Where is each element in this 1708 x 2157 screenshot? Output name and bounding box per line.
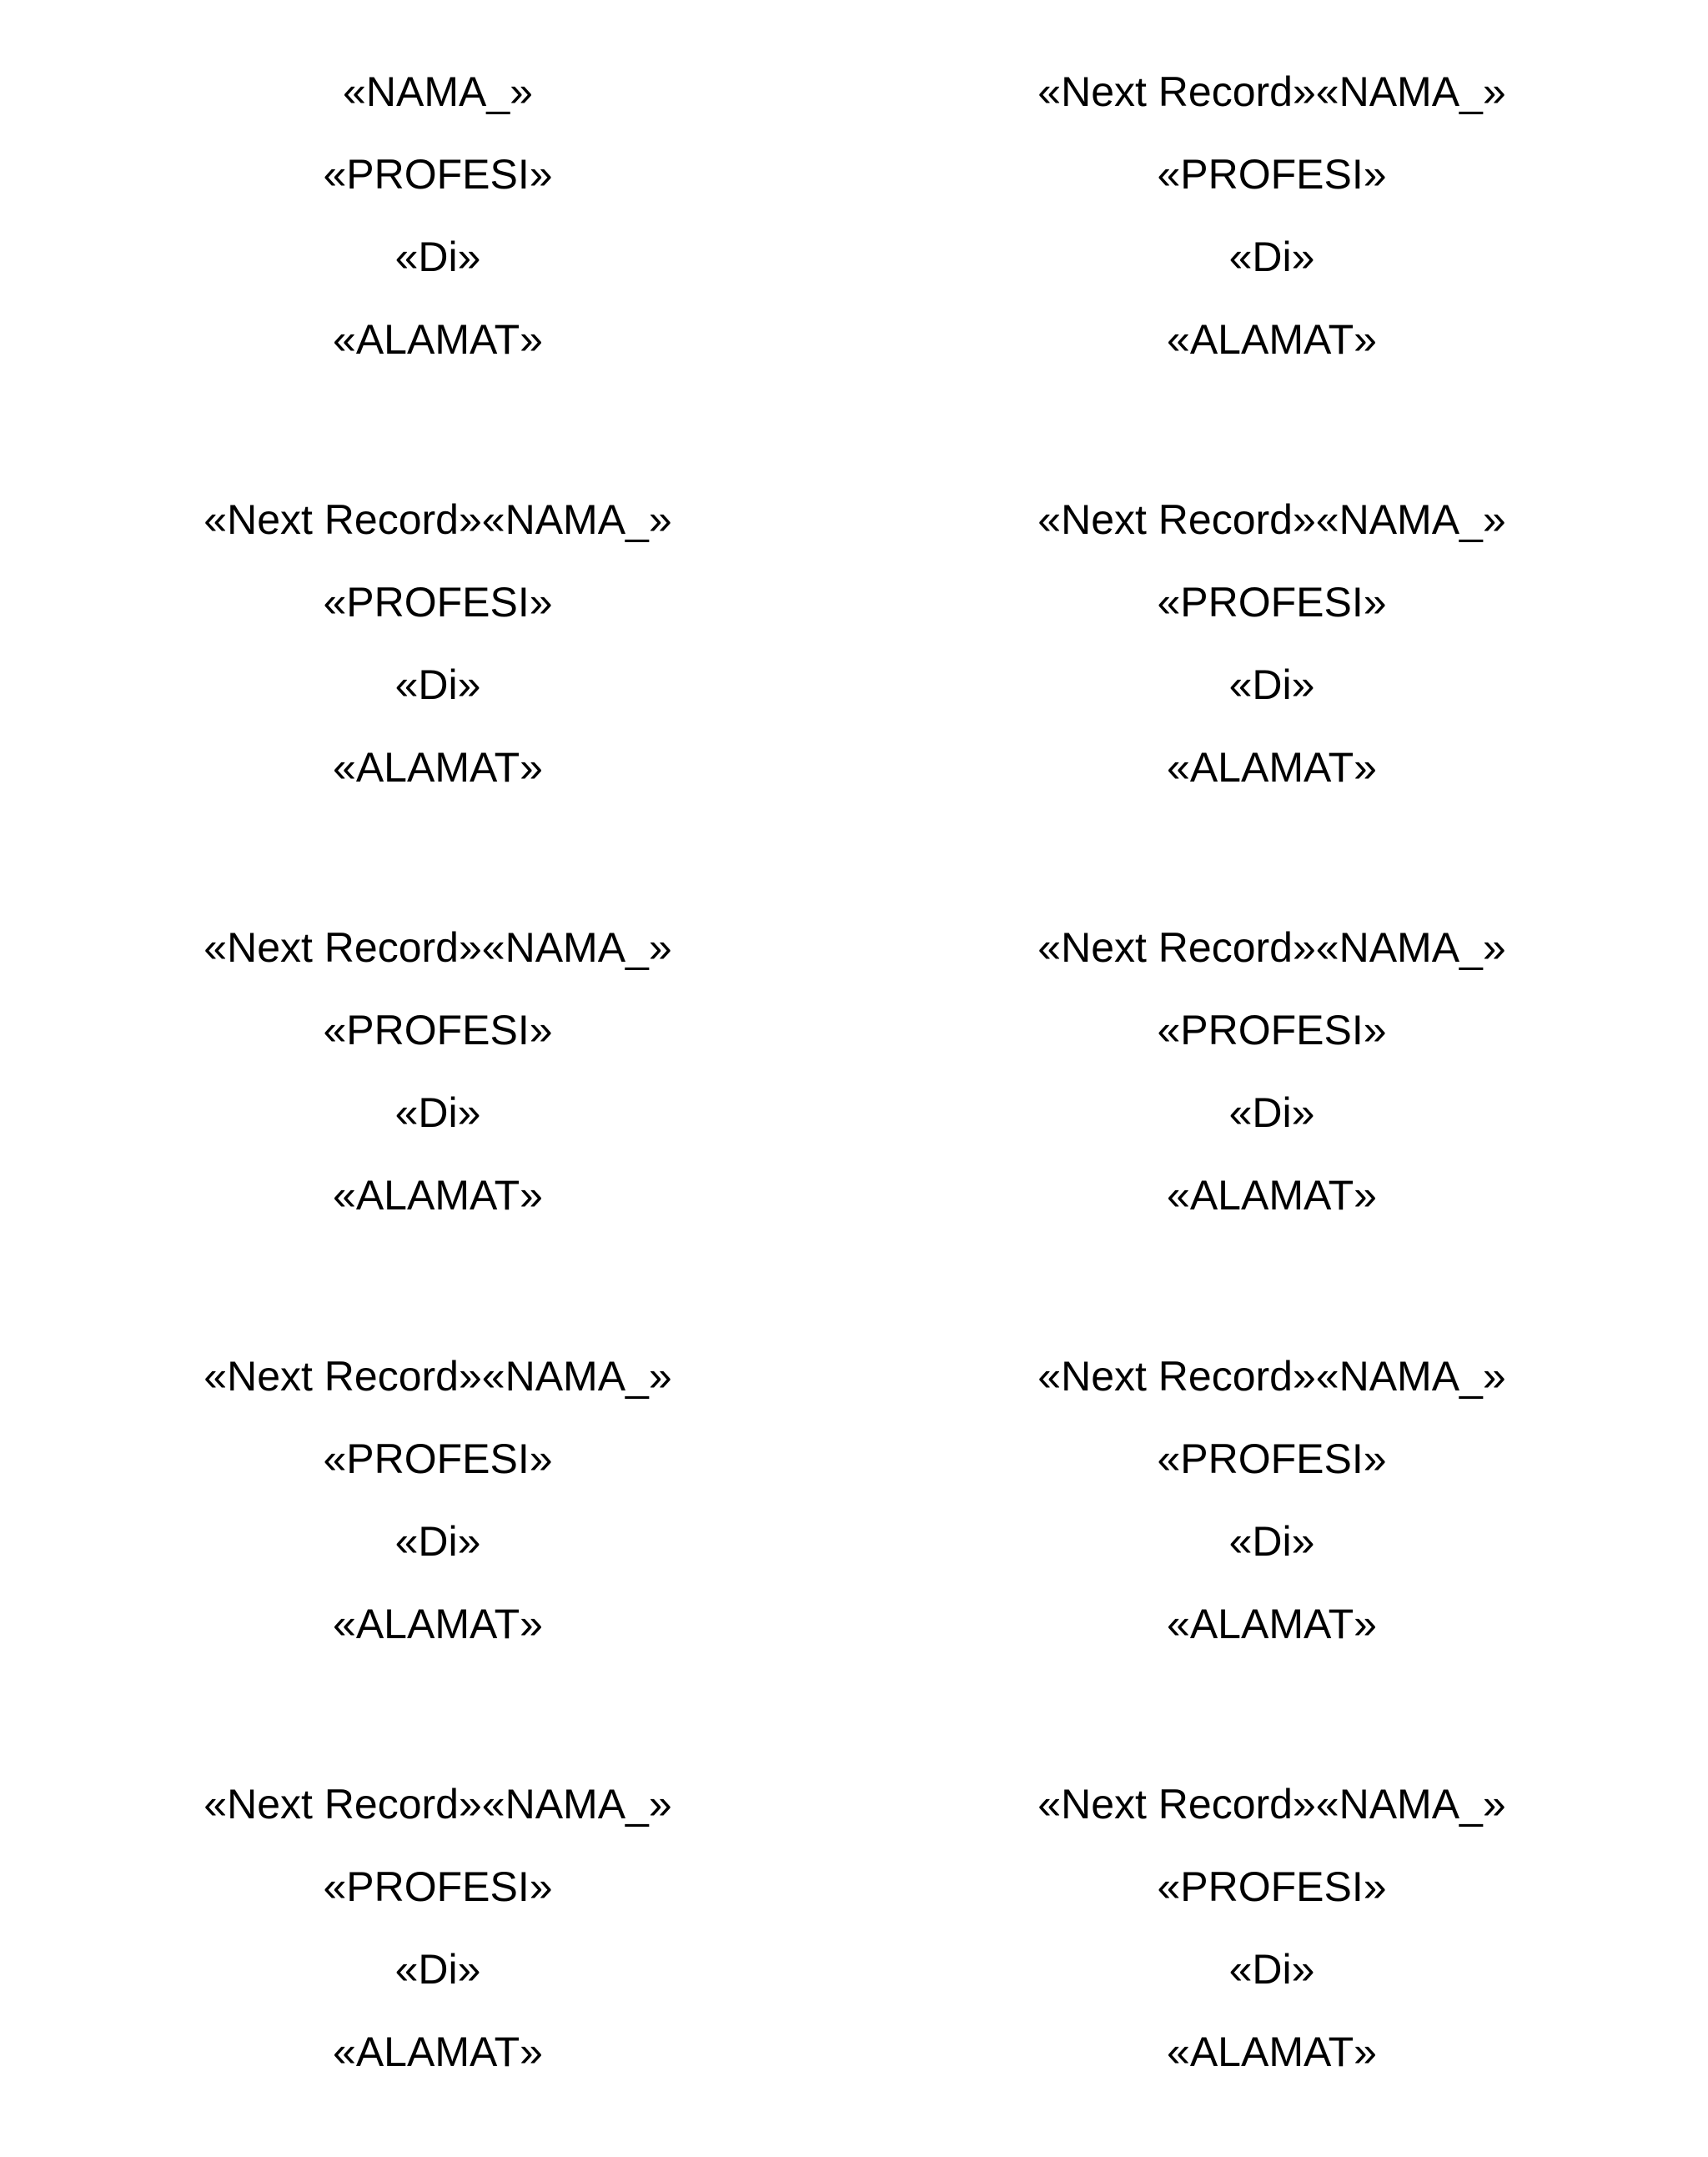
label-di-line: «Di» — [394, 661, 481, 708]
label-di-line: «Di» — [1228, 1518, 1315, 1565]
label-profession-line: «PROFESI» — [1157, 579, 1387, 626]
label-address-line: «ALAMAT» — [333, 316, 543, 363]
mail-merge-label — [855, 1763, 1689, 2094]
label-name-line: «Next Record»«NAMA_» — [203, 1781, 672, 1828]
label-profession-line: «PROFESI» — [323, 1863, 553, 1910]
label-di-line: «Di» — [394, 1089, 481, 1136]
mail-merge-label — [855, 479, 1689, 809]
label-name-line: «Next Record»«NAMA_» — [203, 924, 672, 971]
label-profession-line: «PROFESI» — [1157, 1007, 1387, 1053]
mail-merge-label — [21, 51, 855, 381]
label-name-line: «NAMA_» — [343, 68, 533, 115]
label-di-line: «Di» — [394, 234, 481, 280]
label-address-line: «ALAMAT» — [333, 744, 543, 791]
label-profession-line: «PROFESI» — [323, 151, 553, 198]
label-di-line: «Di» — [394, 1518, 481, 1565]
label-di-line: «Di» — [394, 1946, 481, 1993]
label-address-line: «ALAMAT» — [1167, 1601, 1377, 1647]
label-address-line: «ALAMAT» — [333, 1601, 543, 1647]
label-profession-line: «PROFESI» — [323, 1435, 553, 1482]
label-address-line: «ALAMAT» — [1167, 744, 1377, 791]
label-name-line: «Next Record»«NAMA_» — [203, 496, 672, 543]
mail-merge-label — [855, 907, 1689, 1237]
label-profession-line: «PROFESI» — [1157, 1435, 1387, 1482]
label-address-line: «ALAMAT» — [333, 2029, 543, 2075]
label-profession-line: «PROFESI» — [323, 579, 553, 626]
label-name-line: «Next Record»«NAMA_» — [1037, 924, 1506, 971]
mail-merge-label — [21, 479, 855, 809]
mail-merge-label — [855, 51, 1689, 381]
label-address-line: «ALAMAT» — [333, 1172, 543, 1219]
label-di-line: «Di» — [1228, 1089, 1315, 1136]
label-address-line: «ALAMAT» — [1167, 1172, 1377, 1219]
mail-merge-label — [21, 907, 855, 1237]
label-di-line: «Di» — [1228, 1946, 1315, 1993]
mail-merge-label — [855, 1335, 1689, 1666]
label-address-line: «ALAMAT» — [1167, 316, 1377, 363]
label-name-line: «Next Record»«NAMA_» — [1037, 496, 1506, 543]
label-profession-line: «PROFESI» — [1157, 151, 1387, 198]
label-profession-line: «PROFESI» — [323, 1007, 553, 1053]
label-name-line: «Next Record»«NAMA_» — [203, 1353, 672, 1400]
label-di-line: «Di» — [1228, 661, 1315, 708]
label-profession-line: «PROFESI» — [1157, 1863, 1387, 1910]
label-address-line: «ALAMAT» — [1167, 2029, 1377, 2075]
label-name-line: «Next Record»«NAMA_» — [1037, 1353, 1506, 1400]
mail-merge-label — [21, 1763, 855, 2094]
mail-merge-label — [21, 1335, 855, 1666]
label-name-line: «Next Record»«NAMA_» — [1037, 1781, 1506, 1828]
label-di-line: «Di» — [1228, 234, 1315, 280]
label-name-line: «Next Record»«NAMA_» — [1037, 68, 1506, 115]
